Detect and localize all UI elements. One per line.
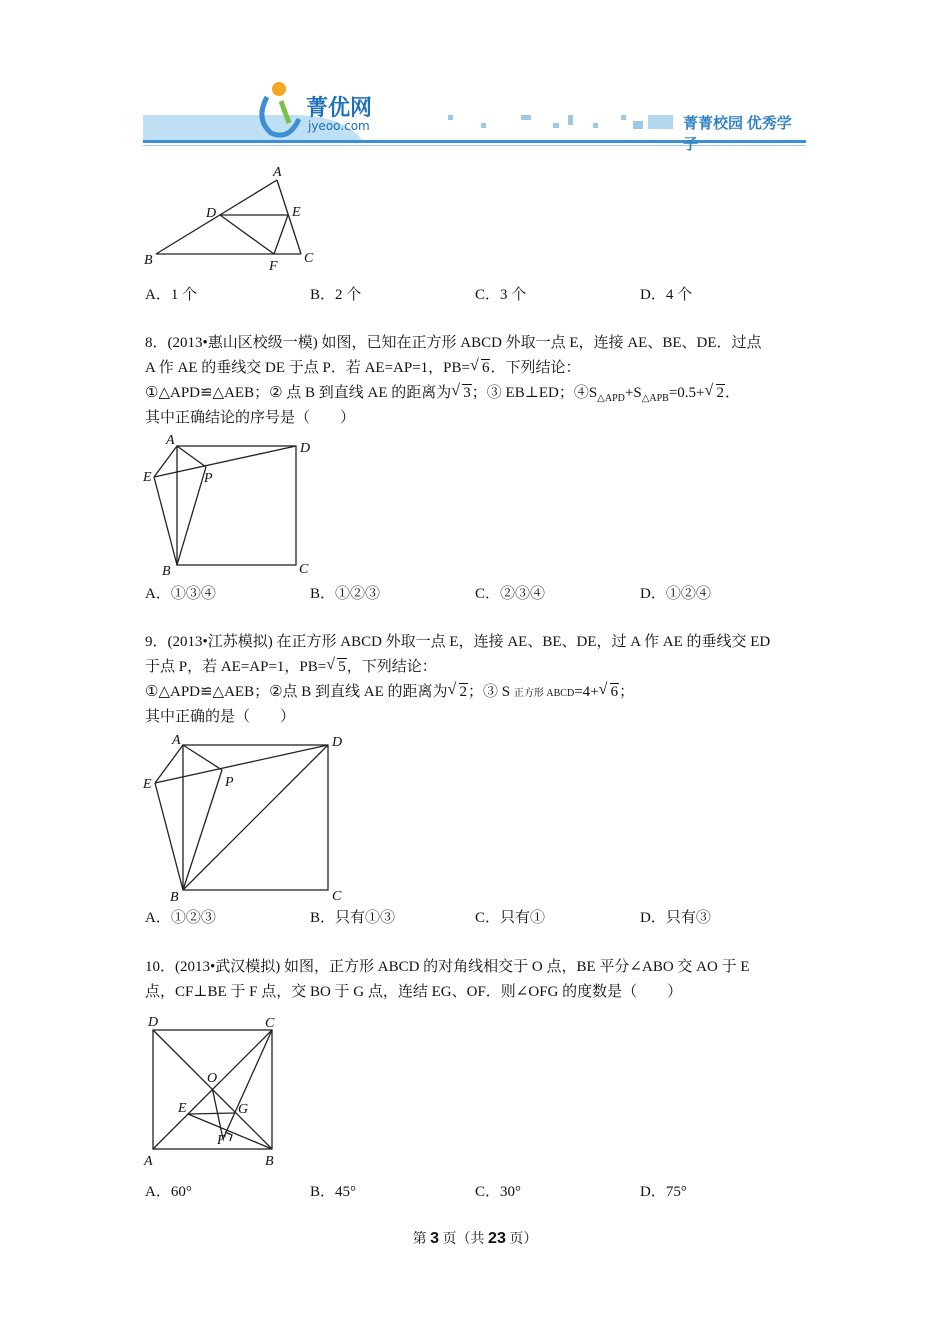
q8-text: ．下列结论： bbox=[490, 360, 581, 376]
q7-option-c[interactable]: C．3 个 bbox=[475, 287, 527, 303]
logo-text: 菁优网 bbox=[306, 96, 373, 121]
q7-label: F bbox=[269, 259, 278, 274]
q8-subscript: △APB bbox=[641, 393, 669, 404]
q9-subscript: 正方形 ABCD bbox=[513, 688, 575, 699]
q9-line-1: 9．(2013•江苏模拟) 在正方形 ABCD 外取一点 E，连接 AE、BE、DE，过 A 作 AE 的垂线交 ED bbox=[145, 634, 771, 650]
q7-option-d[interactable]: D．4 个 bbox=[640, 287, 693, 303]
q7-options bbox=[145, 283, 805, 307]
q10-label: A bbox=[144, 1154, 153, 1169]
sqrt-icon: √ 2 bbox=[704, 382, 725, 401]
q8-label: P bbox=[204, 471, 213, 486]
q10-seg-BE bbox=[188, 1114, 272, 1149]
q7-label: B bbox=[144, 253, 153, 268]
q9-label: C bbox=[332, 889, 342, 904]
q9-radicand: 2 bbox=[459, 684, 468, 700]
q8-seg-EB bbox=[154, 477, 177, 565]
q9-label: E bbox=[143, 777, 152, 792]
q10-option-d[interactable]: D．75° bbox=[640, 1184, 687, 1200]
logo-dot-icon bbox=[272, 82, 286, 96]
q9-options bbox=[145, 906, 805, 930]
q7-label: A bbox=[273, 165, 282, 180]
q8-subscript: △APD bbox=[597, 393, 625, 404]
q9-text: ；③ S bbox=[468, 684, 514, 700]
q8-options bbox=[145, 582, 805, 606]
q8-text: ． bbox=[725, 385, 741, 401]
q8-label: B bbox=[162, 564, 171, 579]
q9-radicand: 5 bbox=[338, 659, 346, 675]
header-slogan: 菁菁校园 优秀学子 bbox=[683, 116, 792, 153]
q8-radicand: 3 bbox=[463, 385, 471, 401]
q10-seg-CF bbox=[223, 1030, 272, 1139]
q9-seg-AP bbox=[183, 745, 222, 770]
q8-seg-AP bbox=[177, 446, 206, 467]
q10-figure bbox=[140, 1010, 290, 1175]
q10-label: F bbox=[217, 1133, 226, 1148]
q7-label: E bbox=[292, 205, 301, 220]
q8-text: +S bbox=[624, 385, 642, 401]
q8-seg-PB bbox=[177, 467, 206, 565]
q8-line-1: 8．(2013•惠山区校级一模) 如图，已知在正方形 ABCD 外取一点 E，连接 AE、BE、DE．过点 bbox=[145, 335, 762, 351]
q10-line-1: 10．(2013•武汉模拟) 如图，正方形 ABCD 的对角线相交于 O 点，BE 平分∠ABO 交 AO 于 E bbox=[145, 959, 750, 975]
q8-label: C bbox=[299, 562, 309, 577]
q9-figure bbox=[140, 730, 350, 908]
q8-radicand: 6 bbox=[481, 360, 490, 376]
q9-label: D bbox=[332, 735, 343, 750]
q8-line-2 bbox=[145, 356, 581, 381]
sqrt-icon: √ 2 bbox=[447, 681, 468, 700]
q8-radicand: 2 bbox=[716, 385, 725, 401]
logo-domain: jyeoo.com bbox=[308, 119, 370, 133]
q8-option-c[interactable]: C．②③④ bbox=[475, 586, 546, 602]
q10-option-a[interactable]: A．60° bbox=[145, 1184, 192, 1200]
footer-total-pages: 23 bbox=[488, 1230, 506, 1247]
page-header bbox=[143, 75, 806, 153]
q8-figure bbox=[140, 432, 330, 582]
q9-seg-ED bbox=[155, 745, 328, 783]
q9-text: ，下列结论： bbox=[346, 659, 437, 675]
q8-text: ；③ EB⊥ED；④S bbox=[471, 385, 598, 401]
q9-text: ； bbox=[619, 684, 635, 700]
sqrt-icon: √ 5 bbox=[326, 656, 346, 675]
q8-seg-ED bbox=[154, 446, 296, 477]
page-footer bbox=[0, 1228, 950, 1248]
footer-text: 页） bbox=[505, 1232, 538, 1247]
q9-label: P bbox=[225, 775, 234, 790]
q7-label: C bbox=[304, 251, 314, 266]
q9-text: 于点 P，若 AE=AP=1，PB= bbox=[145, 659, 327, 675]
q9-line-3 bbox=[145, 680, 634, 706]
q9-option-c[interactable]: C．只有① bbox=[475, 910, 546, 926]
q7-figure bbox=[140, 160, 330, 275]
q10-label: O bbox=[207, 1071, 218, 1086]
q9-option-d[interactable]: D．只有③ bbox=[640, 910, 711, 926]
q10-label: E bbox=[178, 1101, 187, 1116]
q8-text: A 作 AE 的垂线交 DE 于点 P．若 AE=AP=1，PB= bbox=[145, 360, 470, 376]
sqrt-icon: √ 6 bbox=[469, 357, 490, 376]
q8-label: D bbox=[300, 441, 311, 456]
q7-option-a[interactable]: A．1 个 bbox=[145, 287, 198, 303]
q9-seg-EB bbox=[155, 783, 183, 890]
q10-label: B bbox=[265, 1154, 274, 1169]
q8-label: A bbox=[166, 433, 175, 448]
q10-seg-EG bbox=[188, 1113, 235, 1114]
q10-option-b[interactable]: B．45° bbox=[310, 1184, 357, 1200]
q8-label: E bbox=[143, 470, 152, 485]
q8-option-a[interactable]: A．①③④ bbox=[145, 586, 216, 602]
q10-label: D bbox=[148, 1015, 159, 1030]
q9-seg-BD bbox=[183, 745, 328, 890]
q8-option-b[interactable]: B．①②③ bbox=[310, 586, 381, 602]
q8-line-4: 其中正确结论的序号是（ ） bbox=[145, 410, 356, 426]
q10-label: C bbox=[265, 1016, 275, 1031]
q7-option-b[interactable]: B．2 个 bbox=[310, 287, 362, 303]
q8-option-d[interactable]: D．①②④ bbox=[640, 586, 711, 602]
q10-option-c[interactable]: C．30° bbox=[475, 1184, 522, 1200]
sqrt-icon: √ 3 bbox=[451, 382, 471, 401]
q9-seg-PB bbox=[183, 770, 222, 890]
q7-seg-EF bbox=[274, 215, 288, 254]
q10-label: G bbox=[238, 1102, 249, 1117]
footer-page-number: 3 bbox=[430, 1230, 440, 1247]
q10-line-2: 点，CF⊥BE 于 F 点，交 BO 于 G 点，连结 EG、OF．则∠OFG 的度数是（ ） bbox=[145, 984, 683, 1000]
q8-text: =0.5+ bbox=[668, 385, 705, 401]
q9-label: A bbox=[172, 733, 181, 748]
q9-line-4: 其中正确的是（ ） bbox=[145, 709, 296, 725]
q8-text: ①△APD≌△AEB；② 点 B 到直线 AE 的距离为 bbox=[145, 385, 452, 401]
q9-text: =4+ bbox=[574, 684, 599, 700]
q9-option-a[interactable]: A．①②③ bbox=[145, 910, 216, 926]
q7-label: D bbox=[206, 206, 217, 221]
footer-text: 第 bbox=[412, 1232, 431, 1247]
q9-radicand: 6 bbox=[610, 684, 619, 700]
q9-line-2 bbox=[145, 655, 437, 680]
q9-label: B bbox=[170, 890, 179, 905]
q9-option-b[interactable]: B．只有①③ bbox=[310, 910, 396, 926]
sqrt-icon: √ 6 bbox=[598, 681, 619, 700]
q10-options bbox=[145, 1180, 805, 1204]
q7-seg-DF bbox=[220, 215, 274, 254]
q9-text: ①△APD≌△AEB；②点 B 到直线 AE 的距离为 bbox=[145, 684, 448, 700]
q10-seg-OF bbox=[213, 1090, 224, 1140]
footer-text: 页（共 bbox=[439, 1232, 489, 1247]
